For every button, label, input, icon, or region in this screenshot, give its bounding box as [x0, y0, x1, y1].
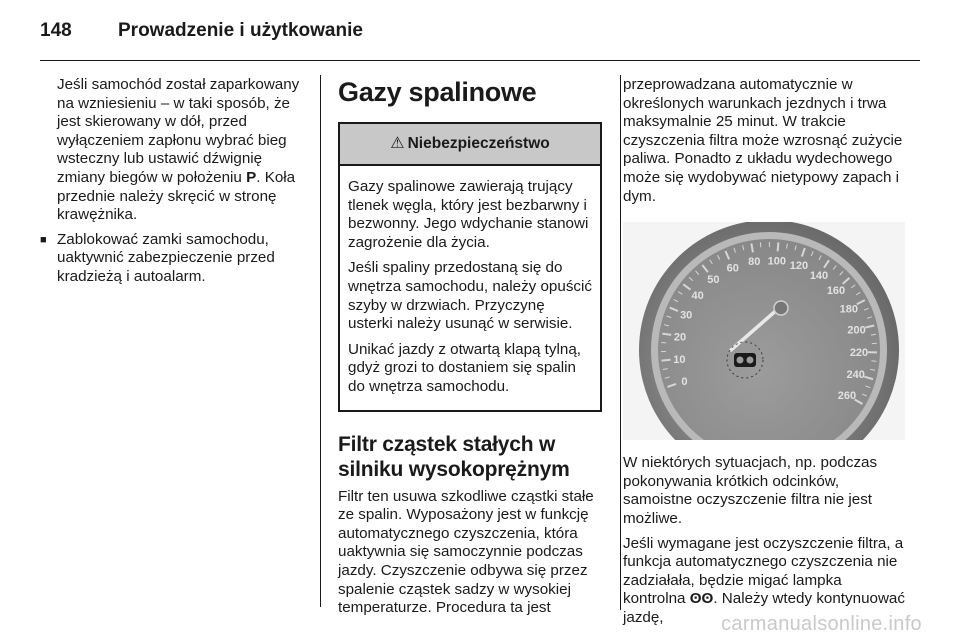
- column-1: [40, 76, 308, 293]
- column-3: [623, 76, 905, 634]
- filter-cleaning-paragraph: przeprowadzana automatycznie w określonych warunkach jezdnych i trwa maksymalnie 25 minut. W trakcie czyszczenia filtra może wzrosnąć zużycie paliwa. Ponadto z układu wydechowego może się wydobywać nietypowy zapach i dym.: [623, 76, 903, 205]
- warning-title: Niebezpieczeństwo: [407, 135, 550, 152]
- speedometer-illustration: [623, 222, 905, 440]
- needle-hub: [774, 301, 788, 315]
- scale-label: 50: [707, 274, 720, 287]
- scale-label: 240: [846, 369, 865, 382]
- column-divider-1: [320, 75, 321, 607]
- short-trips-paragraph: W niektórych sytuacjach, np. podczas pokonywania krótkich odcinków, samoistne oczyszczenie filtra nie jest możliwe.: [623, 454, 878, 527]
- scale-label: 140: [809, 270, 829, 283]
- scale-label: 10: [673, 353, 686, 366]
- danger-warning-box: [338, 122, 602, 412]
- scale-label: 60: [726, 262, 739, 275]
- warning-paragraph: Gazy spalinowe zawierają trujący tlenek węgla, który jest bezbarwny i bezwonny. Jego wdychanie stanowi zagrożenie dla życia.: [348, 178, 589, 251]
- scale-label: 260: [837, 390, 857, 403]
- scale-label: 30: [680, 309, 693, 322]
- page-number: 148: [40, 20, 72, 41]
- column-divider-2: [620, 75, 621, 610]
- scale-label: 20: [673, 331, 687, 344]
- scale-label: 120: [789, 260, 809, 273]
- scale-label: 220: [849, 347, 869, 360]
- section-title: Prowadzenie i użytkowanie: [118, 20, 363, 41]
- header-divider: [40, 60, 920, 61]
- bullet-icon: ■: [40, 233, 47, 246]
- watermark-text: carmanualsonline.info: [721, 613, 922, 635]
- tick-mark: [662, 334, 671, 335]
- warning-body: [340, 166, 600, 410]
- gear-position-p: P: [246, 168, 257, 186]
- speedometer-svg: [623, 222, 905, 440]
- column-2: [338, 76, 604, 624]
- warning-header: [340, 124, 600, 166]
- warning-paragraph: Unikać jazdy z otwartą klapą tylną, gdyż grozi to dostaniem się spalin do wnętrza samochodu.: [348, 340, 581, 395]
- scale-label: 80: [748, 256, 761, 269]
- parking-paragraph: Jeśli samochód został zaparkowany na wzniesieniu – w taki sposób, że jest skierowany w dół, przed wyłączeniem zapłonu wybrać bieg wsteczny lub ustawić dźwignię zmiany biegów w położeniu P. Koła przednie należy skręcić w stronę krawężnika.: [57, 76, 300, 224]
- scale-label: 40: [691, 290, 704, 303]
- warning-paragraph: Jeśli spaliny przedostaną się do wnętrza samochodu, należy opuścić szyby w drzwiach. Przyczynę usterki należy usunąć w serwisie.: [348, 259, 592, 333]
- tick-mark: [778, 243, 779, 252]
- warning-triangle-icon: ⚠: [390, 135, 405, 152]
- list-item: ■ Zablokować zamki samochodu, uaktywnić zabezpieczenie przed kradzieżą i autoalarm.: [40, 230, 275, 285]
- dpf-lamp-icon: ʘʘ: [689, 590, 714, 608]
- scale-label: 180: [839, 303, 858, 316]
- scale-label: 100: [767, 255, 786, 268]
- scale-label: 0: [681, 375, 688, 388]
- heading-exhaust-gases: Gazy spalinowe: [338, 77, 537, 107]
- page-header: [40, 20, 363, 46]
- heading-particle-filter: Filtr cząstek stałych w silniku wysokoprężnym: [338, 432, 570, 481]
- scale-label: 160: [826, 285, 846, 298]
- scale-label: 200: [847, 324, 866, 337]
- warning-lamp-paragraph: Jeśli wymagane jest oczyszczenie filtra, a funkcja automatycznego czyszczenia nie zadziałała, będzie migać lampka kontrolna ʘʘ. Należy wtedy kontynuować jazdę,: [623, 534, 905, 626]
- tick-mark: [662, 360, 671, 361]
- tick-mark: [871, 361, 876, 362]
- filter-paragraph: Filtr ten usuwa szkodliwe cząstki stałe ze spalin. Wyposażony jest w funkcję automatycznego czyszczenia, która uaktywnia się samoczynnie podczas jazdy. Czyszczenie odbywa się przez spalenie cząstek sadzy w wysokiej temperaturze. Procedura ta jest: [338, 487, 594, 617]
